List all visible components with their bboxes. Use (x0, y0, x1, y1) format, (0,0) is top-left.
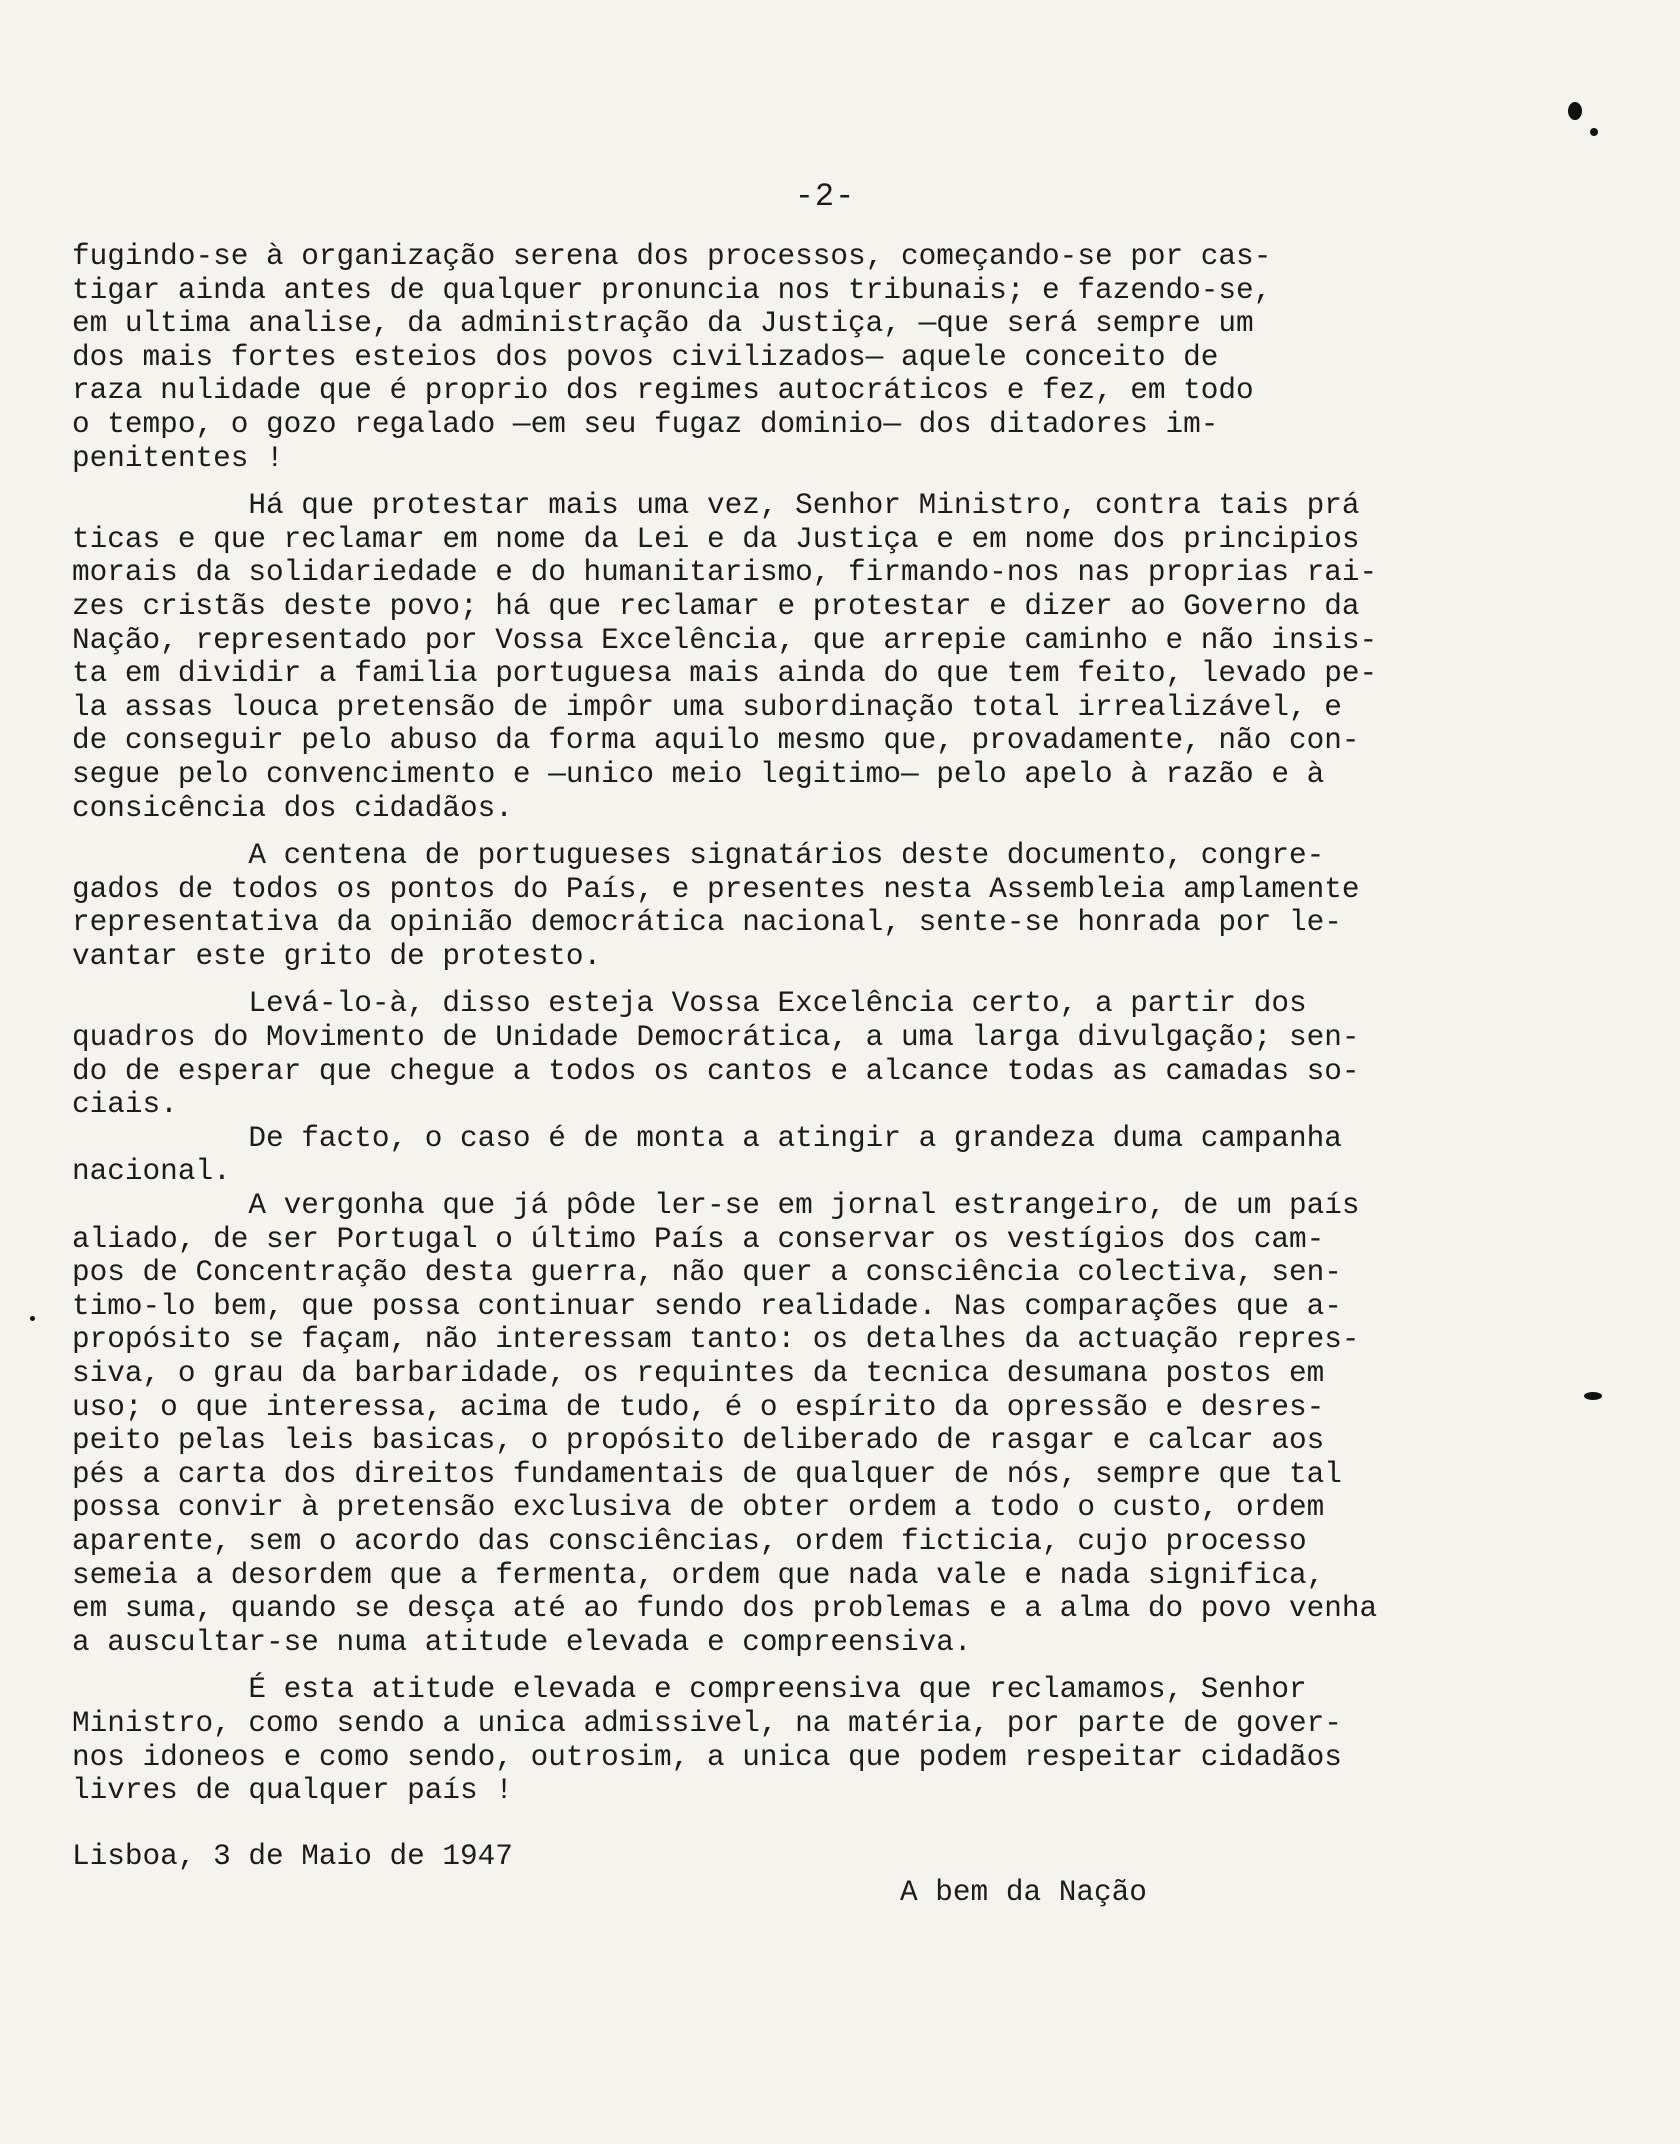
date-line: Lisboa, 3 de Maio de 1947 (72, 1840, 513, 1873)
text-line: A centena de portugueses signatários deste documento, congre- (72, 839, 1325, 873)
page-number: -2- (794, 178, 856, 215)
paragraph-1 (72, 240, 1552, 475)
text-line: É esta atitude elevada e compreensiva que reclamamos, Senhor (72, 1673, 1307, 1707)
text-line: Ministro, como sendo a unica admissivel, na matéria, por parte de gover- (72, 1706, 1342, 1740)
text-line: A vergonha que já pôde ler-se em jornal estrangeiro, de um país (72, 1189, 1360, 1223)
text-line: nos idoneos e como sendo, outrosim, a unica que podem respeitar cidadãos (72, 1740, 1342, 1774)
signoff: A bem da Nação (900, 1876, 1147, 1909)
text-line: do de esperar que chegue a todos os cantos e alcance todas as camadas so- (72, 1054, 1360, 1088)
text-line: De facto, o caso é de monta a atingir a grandeza duma campanha (72, 1121, 1342, 1155)
text-line: de conseguir pelo abuso da forma aquilo mesmo que, provadamente, não con- (72, 724, 1360, 758)
text-line: dos mais fortes esteios dos povos civilizados— aquele conceito de (72, 340, 1219, 374)
text-line: penitentes ! (72, 441, 284, 475)
text-line: segue pelo convencimento e —unico meio legitimo— pelo apelo à razão e à (72, 757, 1325, 791)
paragraph-4 (72, 987, 1552, 1659)
text-line: representativa da opinião democrática nacional, sente-se honrada por le- (72, 906, 1342, 940)
text-line: Há que protestar mais uma vez, Senhor Ministro, contra tais prá (72, 489, 1360, 523)
paragraph-3 (72, 839, 1552, 973)
text-line: livres de qualquer país ! (72, 1774, 513, 1808)
text-line: siva, o grau da barbaridade, os requintes da tecnica desumana postos em (72, 1357, 1325, 1390)
text-line: em suma, quando se desça até ao fundo dos problemas e a alma do povo venha (72, 1592, 1378, 1626)
text-line: a auscultar-se numa atitude elevada e compreensiva. (72, 1625, 972, 1659)
text-line: Nação, representado por Vossa Excelência, que arrepie caminho e não insis- (72, 623, 1378, 657)
text-line: quadros do Movimento de Unidade Democrática, a uma larga divulgação; sen- (72, 1021, 1360, 1055)
text-line: nacional. (72, 1155, 231, 1189)
text-line: consicência dos cidadãos. (72, 791, 513, 825)
text-line: possa convir à pretensão exclusiva de obter ordem a todo o custo, ordem (72, 1491, 1325, 1525)
ink-speck (30, 1316, 35, 1321)
text-line: zes cristãs deste povo; há que reclamar e protestar e dizer ao Governo da (72, 589, 1360, 623)
text-line: raza nulidade que é proprio dos regimes autocráticos e fez, em todo (72, 374, 1254, 408)
text-line: peito pelas leis basicas, o propósito deliberado de rasgar e calcar aos (72, 1424, 1325, 1458)
text-line: semeia a desordem que a fermenta, ordem que nada vale e nada significa, (72, 1558, 1325, 1592)
text-line: pés a carta dos direitos fundamentais de qualquer de nós, sempre que tal (72, 1457, 1342, 1491)
text-line: aliado, de ser Portugal o último País a conservar os vestígios dos cam- (72, 1222, 1325, 1256)
text-line: ciais. (72, 1088, 178, 1122)
text-line: ta em dividir a familia portuguesa mais ainda do que tem feito, levado pe- (72, 657, 1378, 691)
text-line: vantar este grito de protesto. (72, 939, 602, 973)
text-line: fugindo-se à organização serena dos processos, começando-se por cas- (72, 240, 1272, 273)
text-line: la assas louca pretensão de impôr uma subordinação total irrealizável, e (72, 690, 1342, 724)
text-line: ticas e que reclamar em nome da Lei e da Justiça e em nome dos principios (72, 522, 1360, 556)
text-line: uso; o que interessa, acima de tudo, é o espírito da opressão e desres- (72, 1390, 1325, 1424)
text-line: morais da solidariedade e do humanitarismo, firmando-nos nas proprias rai- (72, 556, 1378, 590)
text-line: em ultima analise, da administração da Justiça, —que será sempre um (72, 307, 1254, 341)
text-line: o tempo, o gozo regalado —em seu fugaz dominio— dos ditadores im- (72, 407, 1219, 441)
ink-speck (1584, 1392, 1602, 1400)
text-line: gados de todos os pontos do País, e presentes nesta Assembleia amplamente (72, 872, 1360, 906)
text-line: aparente, sem o acordo das consciências, ordem ficticia, cujo processo (72, 1524, 1307, 1558)
text-line: propósito se façam, não interessam tanto: os detalhes da actuação repres- (72, 1323, 1360, 1357)
ink-speck (1568, 102, 1582, 120)
text-line: Levá-lo-à, disso esteja Vossa Excelência certo, a partir dos (72, 987, 1307, 1021)
text-line: tigar ainda antes de qualquer pronuncia nos tribunais; e fazendo-se, (72, 273, 1272, 307)
text-line: timo-lo bem, que possa continuar sendo realidade. Nas comparações que a- (72, 1289, 1342, 1323)
ink-speck (1590, 128, 1598, 136)
paragraph-2 (72, 489, 1552, 825)
paragraph-5 (72, 1673, 1552, 1807)
letter-body (72, 240, 1552, 1808)
text-line: pos de Concentração desta guerra, não quer a consciência colectiva, sen- (72, 1256, 1342, 1290)
